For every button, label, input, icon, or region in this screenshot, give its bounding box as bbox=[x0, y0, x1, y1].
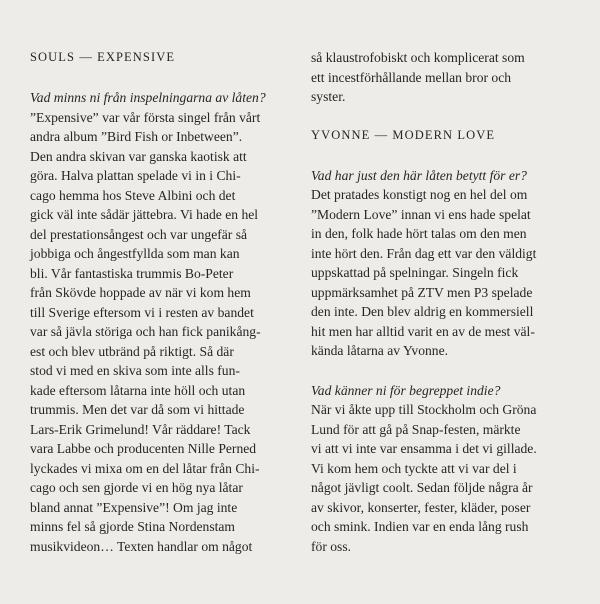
text-line: gick väl inte sådär jättebra. Vi hade en hel bbox=[30, 207, 259, 222]
text-line: jobbiga och ångestfyllda som man kan bbox=[30, 246, 240, 261]
continuation-souls bbox=[311, 48, 581, 107]
question-souls: Vad minns ni från inspelningarna av låten? bbox=[30, 90, 266, 105]
text-line: uppmärksamhet på ZTV men P3 spelade bbox=[311, 284, 533, 300]
text-line: vi att vi inte var ensamma i det vi gillade. bbox=[311, 441, 537, 456]
text-line: ett incestförhållande mellan bror och bbox=[311, 69, 512, 85]
text-line: cago hemma hos Steve Albini och det bbox=[30, 187, 236, 203]
text-line: Lund för att gå på Snap-festen, märkte bbox=[311, 421, 521, 437]
text-line: andra album ”Bird Fish or Inbetween”. bbox=[30, 129, 243, 144]
text-line: göra. Halva plattan spelade vi in i Chi- bbox=[30, 168, 241, 183]
section-title-souls: SOULS — EXPENSIVE bbox=[30, 50, 176, 64]
right-column bbox=[311, 48, 581, 556]
text-line: bli. Vår fantastiska trummis Bo-Peter bbox=[30, 265, 234, 281]
answer-yvonne-2 bbox=[311, 400, 581, 556]
text-line: från Skövde hoppade av när vi kom hem bbox=[30, 285, 251, 300]
text-line: för oss. bbox=[311, 538, 352, 554]
text-line: ”Expensive” var vår första singel från vårt bbox=[30, 109, 261, 125]
text-line: kända låtarna av Yvonne. bbox=[311, 343, 449, 358]
question-yvonne-2: Vad känner ni för begreppet indie? bbox=[311, 382, 501, 398]
text-line: inte hört den. Från dag ett var den väldigt bbox=[311, 245, 537, 261]
section-title-yvonne: YVONNE — MODERN LOVE bbox=[311, 127, 496, 142]
text-line: trummis. Men det var då som vi hittade bbox=[30, 402, 245, 417]
text-line: Den andra skivan var ganska kaotisk att bbox=[30, 148, 247, 164]
text-line: av skivor, konserter, fester, kläder, poser bbox=[311, 499, 531, 515]
text-line: Det pratades konstigt nog en hel del om bbox=[311, 187, 528, 202]
text-line: så klaustrofobiskt och komplicerat som bbox=[311, 50, 525, 65]
text-line: vara Labbe och producenten Nille Perned bbox=[30, 441, 257, 456]
text-line: in den, folk hade hört talas om den men bbox=[311, 226, 527, 241]
text-line: När vi åkte upp till Stockholm och Gröna bbox=[311, 402, 537, 417]
text-line: kade eftersom låtarna inte höll och utan bbox=[30, 382, 246, 398]
text-line: cago och sen gjorde vi en hög nya låtar bbox=[30, 480, 243, 495]
text-line: uppskattad på spelningar. Singeln fick bbox=[311, 265, 519, 280]
text-line: den inte. Den blev aldrig en kommersiell bbox=[311, 304, 534, 319]
text-line: var så jävla störiga och han fick panikång- bbox=[30, 324, 261, 339]
text-line: och smink. Indien var en enda lång rush bbox=[311, 519, 529, 534]
text-line: syster. bbox=[311, 89, 346, 104]
answer-yvonne-1 bbox=[311, 185, 581, 361]
text-line: Lars-Erik Grimelund! Vår räddare! Tack bbox=[30, 421, 251, 437]
text-line: del prestationsångest och var ungefär så bbox=[30, 226, 248, 242]
answer-souls bbox=[30, 108, 300, 557]
text-line: något jävligt coolt. Sedan följde några år bbox=[311, 480, 533, 495]
text-line: Vi kom hem och tyckte att vi var del i bbox=[311, 460, 517, 476]
text-line: bland annat ”Expensive”! Om jag inte bbox=[30, 499, 238, 515]
text-line: minns fel så gjorde Stina Nordenstam bbox=[30, 519, 236, 534]
text-line: est och blev utbränd på riktigt. Så där bbox=[30, 343, 234, 359]
text-line: hit men har alltid varit en av de mest väl- bbox=[311, 323, 535, 339]
left-column bbox=[30, 48, 300, 556]
text-line: lyckades vi mixa om en del låtar från Chi- bbox=[30, 460, 260, 476]
text-line: ”Modern Love” innan vi ens hade spelat bbox=[311, 206, 531, 222]
question-yvonne-1: Vad har just den här låten betytt för er? bbox=[311, 167, 527, 183]
text-line: stod vi med en skiva som inte alls fun- bbox=[30, 363, 240, 378]
text-line: till Sverige eftersom vi i resten av bandet bbox=[30, 304, 254, 320]
text-line: musikvideon… Texten handlar om något bbox=[30, 538, 253, 554]
